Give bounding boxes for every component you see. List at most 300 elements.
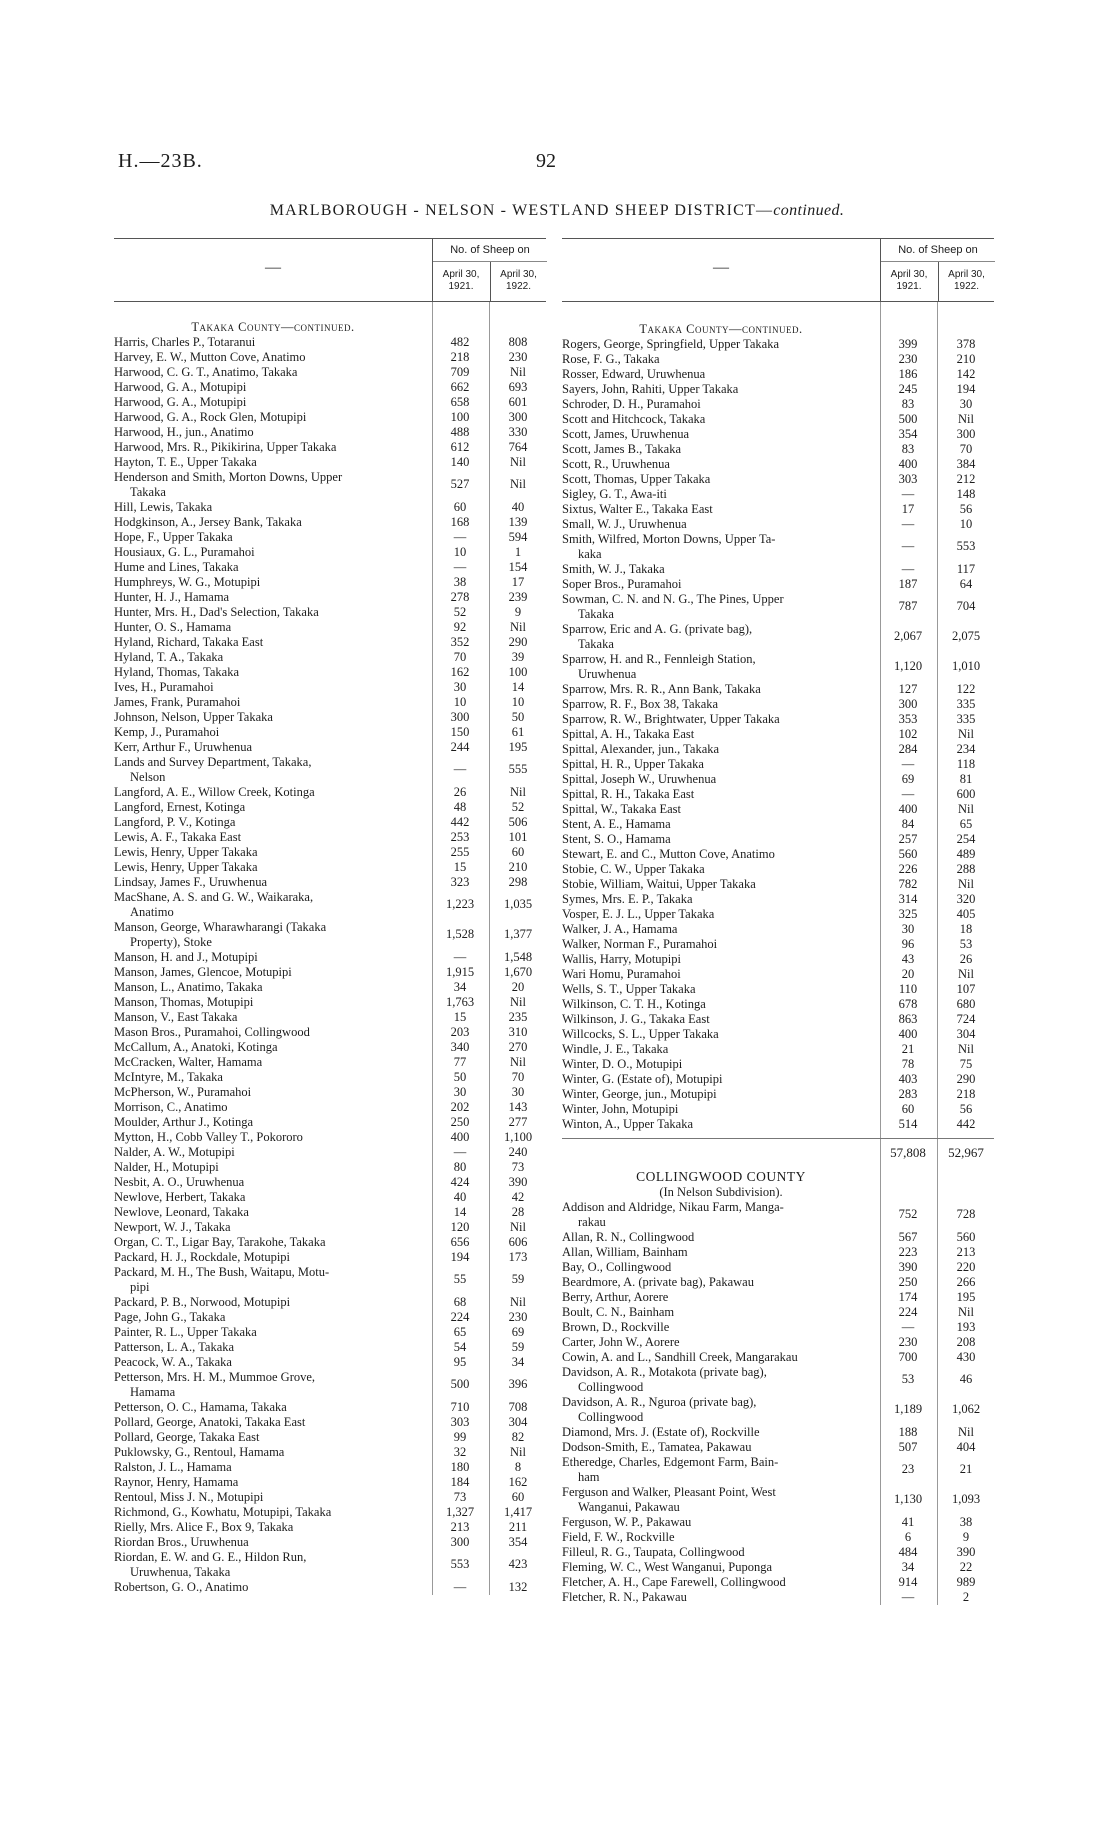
sheep-1921: 500: [450, 1377, 470, 1391]
sheep-1921: 700: [898, 1350, 918, 1364]
sheep-1921: 1,327: [445, 1505, 475, 1519]
table-row: [562, 817, 994, 832]
table-row: [114, 530, 546, 545]
owner-name: Sparrow, H. and R., Fennleigh Station,: [562, 652, 756, 666]
sheep-1921: 15: [453, 860, 467, 874]
owner-name: Scott and Hitchcock, Takaka: [562, 412, 706, 426]
owner-cell: [114, 515, 432, 530]
owner-cell: [562, 1485, 880, 1515]
table-row: [114, 1445, 546, 1460]
sheep-1922: 600: [956, 787, 976, 801]
sheep-1922: 100: [508, 665, 528, 679]
sheep-1921: 1,130: [893, 1492, 923, 1506]
table-row: [114, 620, 546, 635]
owner-cell: [562, 937, 880, 952]
sheep-1922: 304: [508, 1415, 528, 1429]
owner-name: Lewis, A. F., Takaka East: [114, 830, 242, 844]
sheep-1921: 303: [898, 472, 918, 486]
owner-cell: [562, 1515, 880, 1530]
owner-name: Symes, Mrs. E. P., Takaka: [562, 892, 693, 906]
sheep-1921: 244: [450, 740, 470, 754]
owner-cell: [114, 995, 432, 1010]
table-row: [114, 785, 546, 800]
owner-cell: [562, 622, 880, 652]
table-row: [114, 1580, 546, 1595]
sheep-1921: 300: [450, 710, 470, 724]
table-row: [562, 1245, 994, 1260]
table-row: [562, 457, 994, 472]
table-row: [562, 1012, 994, 1027]
sheep-1921: 83: [901, 442, 915, 456]
owner-name: Sixtus, Walter E., Takaka East: [562, 502, 713, 516]
owner-name: Wilkinson, C. T. H., Kotinga: [562, 997, 706, 1011]
owner-name: McCracken, Walter, Hamama: [114, 1055, 263, 1069]
sheep-1921: 40: [453, 1190, 467, 1204]
owner-cell: [114, 845, 432, 860]
owner-cell: [114, 620, 432, 635]
sheep-1921: 400: [898, 802, 918, 816]
table-row: [114, 1355, 546, 1370]
sheep-1921: 60: [901, 1102, 915, 1116]
owner-cell: [562, 562, 880, 577]
table-row: [562, 862, 994, 877]
owner-cell: [114, 425, 432, 440]
sheep-1922: 59: [511, 1340, 525, 1354]
sheep-1922: 1,417: [503, 1505, 533, 1519]
sheep-1921: 527: [450, 477, 470, 491]
owner-cell: [562, 712, 880, 727]
table-row: [562, 472, 994, 487]
owner-name: Johnson, Nelson, Upper Takaka: [114, 710, 273, 724]
owner-name-cont: rakau: [578, 1215, 606, 1229]
title-continued: continued.: [773, 202, 845, 219]
sheep-1922: 989: [956, 1575, 976, 1589]
sheep-1921: 30: [453, 1085, 467, 1099]
owner-name: Organ, C. T., Ligar Bay, Tarakohe, Takaka: [114, 1235, 326, 1249]
owner-name: Packard, P. B., Norwood, Motupipi: [114, 1295, 291, 1309]
owner-cell: [562, 1200, 880, 1230]
owner-cell: [114, 440, 432, 455]
table-row: [562, 997, 994, 1012]
owner-name: Harwood, G. A., Motupipi: [114, 380, 247, 394]
sheep-1922: 708: [508, 1400, 528, 1414]
owner-cell: [114, 1070, 432, 1085]
sheep-1922: 18: [959, 922, 973, 936]
sheep-1922: 107: [956, 982, 976, 996]
owner-name: Beardmore, A. (private bag), Pakawau: [562, 1275, 754, 1289]
table-row: [562, 1515, 994, 1530]
sheep-1921: 710: [450, 1400, 470, 1414]
owner-cell: [562, 1365, 880, 1395]
sheep-1921: 283: [898, 1087, 918, 1101]
owner-cell: [562, 922, 880, 937]
sheep-1922: 73: [511, 1160, 525, 1174]
sheep-1922: 310: [508, 1025, 528, 1039]
owner-cell: [114, 530, 432, 545]
header-col-1922: April 30, 1922.: [490, 262, 546, 301]
owner-name: Puklowsky, G., Rentoul, Hamama: [114, 1445, 285, 1459]
table-row: [114, 1235, 546, 1250]
owner-cell: [562, 457, 880, 472]
sheep-1921: 752: [898, 1207, 918, 1221]
sheep-1921: —: [901, 562, 915, 576]
table-row: [114, 455, 546, 470]
table-row: [562, 772, 994, 787]
owner-cell: [562, 787, 880, 802]
table-row: [562, 1087, 994, 1102]
table-row: [562, 1425, 994, 1440]
sheep-1921: 186: [898, 367, 918, 381]
owner-cell: [562, 697, 880, 712]
sheep-1921: 223: [898, 1245, 918, 1259]
table-row: [114, 470, 546, 500]
sheep-1922: 330: [508, 425, 528, 439]
owner-name: Raynor, Henry, Hamama: [114, 1475, 239, 1489]
owner-name: Hunter, Mrs. H., Dad's Selection, Takaka: [114, 605, 319, 619]
table-row: [114, 1415, 546, 1430]
owner-cell: [562, 1575, 880, 1590]
owner-cell: [562, 847, 880, 862]
sheep-1921: 99: [453, 1430, 467, 1444]
sheep-1921: 60: [453, 500, 467, 514]
owner-cell: [114, 1100, 432, 1115]
sheep-1922: 65: [959, 817, 973, 831]
table-row: [562, 982, 994, 997]
sheep-1921: 78: [901, 1057, 915, 1071]
sheep-1921: 38: [453, 575, 467, 589]
table-row: [562, 562, 994, 577]
sheep-1921: —: [901, 487, 915, 501]
sheep-1921: 230: [898, 1335, 918, 1349]
sheep-1921: 1,189: [893, 1402, 923, 1416]
sheep-1922: Nil: [510, 1295, 526, 1309]
sheep-1922: 2: [962, 1590, 970, 1604]
sheep-1921: 284: [898, 742, 918, 756]
page-title: [0, 202, 1114, 220]
sheep-1921: —: [453, 1580, 467, 1594]
header-group-title: No. of Sheep on: [433, 239, 547, 262]
sheep-1921: 48: [453, 800, 467, 814]
table-row: [114, 710, 546, 725]
owner-name: Hope, F., Upper Takaka: [114, 530, 233, 544]
owner-name: Sparrow, R. W., Brightwater, Upper Takaka: [562, 712, 780, 726]
sheep-1921: 202: [450, 1100, 470, 1114]
sheep-1921: 507: [898, 1440, 918, 1454]
owner-cell: [114, 1415, 432, 1430]
table-row: [562, 952, 994, 967]
sheep-1921: 560: [898, 847, 918, 861]
sheep-1922: 423: [508, 1557, 528, 1571]
sheep-1921: 250: [898, 1275, 918, 1289]
table-row: [114, 965, 546, 980]
owner-cell: [114, 1025, 432, 1040]
owner-cell: [562, 1455, 880, 1485]
owner-name-cont: ham: [578, 1470, 600, 1484]
owner-name: Stewart, E. and C., Mutton Cove, Anatimo: [562, 847, 775, 861]
table-row: [114, 575, 546, 590]
sheep-1921: 30: [901, 922, 915, 936]
sheep-1922: 693: [508, 380, 528, 394]
sheep-1922: 1,010: [951, 659, 981, 673]
sheep-1921: 10: [453, 695, 467, 709]
table-row: [114, 1520, 546, 1535]
owner-name: Nalder, H., Motupipi: [114, 1160, 219, 1174]
title-main: MARLBOROUGH - NELSON - WESTLAND SHEEP DISTRICT—: [269, 202, 774, 219]
owner-cell: [114, 1490, 432, 1505]
owner-cell: [114, 1535, 432, 1550]
sheep-1922: 30: [959, 397, 973, 411]
table-row: [114, 365, 546, 380]
left-table-body: [114, 302, 546, 1595]
sheep-1922: 38: [959, 1515, 973, 1529]
owner-name: Newlove, Herbert, Takaka: [114, 1190, 246, 1204]
table-row: [562, 1200, 994, 1230]
sheep-1922: 34: [511, 1355, 525, 1369]
owner-cell: [114, 1460, 432, 1475]
sheep-1922: 70: [511, 1070, 525, 1084]
owner-name: Wallis, Harry, Motupipi: [562, 952, 682, 966]
owner-name: Schroder, D. H., Puramahoi: [562, 397, 701, 411]
owner-cell: [562, 1545, 880, 1560]
table-row: [562, 427, 994, 442]
sheep-1921: 514: [898, 1117, 918, 1131]
sheep-1922: 1,548: [503, 950, 533, 964]
owner-cell: [114, 1550, 432, 1580]
sheep-1922: 594: [508, 530, 528, 544]
sheep-1922: 396: [508, 1377, 528, 1391]
sheep-1922: 218: [956, 1087, 976, 1101]
owner-name: Allan, R. N., Collingwood: [562, 1230, 695, 1244]
sheep-1921: 257: [898, 832, 918, 846]
table-row: [562, 592, 994, 622]
owner-name: Wells, S. T., Upper Takaka: [562, 982, 696, 996]
sheep-1922: 808: [508, 335, 528, 349]
table-row: [114, 995, 546, 1010]
table-row: [562, 367, 994, 382]
sheep-1922: 300: [508, 410, 528, 424]
sheep-1921: 194: [450, 1250, 470, 1264]
sheep-1922: 173: [508, 1250, 528, 1264]
owner-name: Spittal, R. H., Takaka East: [562, 787, 695, 801]
right-column: [562, 238, 994, 1605]
owner-name: Nesbit, A. O., Uruwhenua: [114, 1175, 245, 1189]
table-row: [562, 1485, 994, 1515]
owner-cell: [114, 605, 432, 620]
table-row: [562, 712, 994, 727]
header-dash: —: [265, 259, 281, 276]
sheep-1922: 239: [508, 590, 528, 604]
table-row: [114, 1295, 546, 1310]
owner-cell: [114, 1205, 432, 1220]
owner-name: Davidson, A. R., Motakota (private bag),: [562, 1365, 767, 1379]
owner-name: Willcocks, S. L., Upper Takaka: [562, 1027, 719, 1041]
sheep-1921: 482: [450, 335, 470, 349]
owner-name: Sparrow, Mrs. R. R., Ann Bank, Takaka: [562, 682, 761, 696]
sheep-1921: 41: [901, 1515, 915, 1529]
owner-name: Kerr, Arthur F., Uruwhenua: [114, 740, 253, 754]
sheep-1922: 122: [956, 682, 976, 696]
table-row: [114, 950, 546, 965]
sheep-1921: 303: [450, 1415, 470, 1429]
owner-name: Windle, J. E., Takaka: [562, 1042, 669, 1056]
owner-name: McIntyre, M., Takaka: [114, 1070, 223, 1084]
owner-name: Boult, C. N., Bainham: [562, 1305, 675, 1319]
owner-name: Manson, H. and J., Motupipi: [114, 950, 258, 964]
sheep-1921: 95: [453, 1355, 467, 1369]
sheep-1921: 73: [453, 1490, 467, 1504]
table-row: [114, 545, 546, 560]
owner-cell: [114, 1580, 432, 1595]
owner-name: Henderson and Smith, Morton Downs, Upper: [114, 470, 343, 484]
owner-name: Patterson, L. A., Takaka: [114, 1340, 235, 1354]
owner-cell: [114, 740, 432, 755]
sheep-1921: 245: [898, 382, 918, 396]
owner-name: Spittal, Alexander, jun., Takaka: [562, 742, 720, 756]
owner-cell: [114, 680, 432, 695]
owner-name: Winter, George, jun., Motupipi: [562, 1087, 717, 1101]
owner-cell: [562, 1117, 880, 1132]
owner-name: Packard, H. J., Rockdale, Motupipi: [114, 1250, 291, 1264]
sheep-1921: 484: [898, 1545, 918, 1559]
owner-cell: [562, 382, 880, 397]
owner-name: Allan, William, Bainham: [562, 1245, 688, 1259]
sheep-1922: Nil: [958, 802, 974, 816]
sheep-1921: 300: [450, 1535, 470, 1549]
owner-cell: [562, 472, 880, 487]
sheep-1922: 442: [956, 1117, 976, 1131]
sheep-1922: 69: [511, 1325, 525, 1339]
sheep-1921: 55: [453, 1272, 467, 1286]
sheep-1921: 187: [898, 577, 918, 591]
table-row: [562, 697, 994, 712]
sheep-1921: 278: [450, 590, 470, 604]
owner-cell: [114, 1445, 432, 1460]
header-dash: —: [713, 259, 729, 276]
owner-name: Rielly, Mrs. Alice F., Box 9, Takaka: [114, 1520, 294, 1534]
owner-name: Etheredge, Charles, Edgemont Farm, Bain-: [562, 1455, 779, 1469]
table-row: [114, 1505, 546, 1520]
table-row: [562, 1275, 994, 1290]
owner-cell: [114, 380, 432, 395]
owner-cell: [114, 1430, 432, 1445]
sheep-1921: 184: [450, 1475, 470, 1489]
sheep-1922: 1,100: [503, 1130, 533, 1144]
sheep-1921: 400: [898, 1027, 918, 1041]
owner-name: Sparrow, Eric and A. G. (private bag),: [562, 622, 753, 636]
sheep-1921: 20: [901, 967, 915, 981]
sheep-1921: 914: [898, 1575, 918, 1589]
owner-cell: [562, 1087, 880, 1102]
sheep-1921: 68: [453, 1295, 467, 1309]
table-row: [562, 967, 994, 982]
table-row: [562, 1395, 994, 1425]
sheep-1922: 1,062: [951, 1402, 981, 1416]
table-row: [114, 800, 546, 815]
table-row: [562, 412, 994, 427]
owner-name: Langford, A. E., Willow Creek, Kotinga: [114, 785, 315, 799]
table-row: [114, 1070, 546, 1085]
owner-cell: [562, 757, 880, 772]
sheep-1921: 656: [450, 1235, 470, 1249]
table-row: [114, 695, 546, 710]
table-row: [114, 1265, 546, 1295]
sheep-1922: Nil: [958, 967, 974, 981]
county-total-row: [562, 1138, 994, 1169]
sheep-1922: 17: [511, 575, 525, 589]
sheep-1922: Nil: [510, 1220, 526, 1234]
owner-name-cont: Collingwood: [578, 1380, 644, 1394]
sheep-1922: Nil: [958, 1042, 974, 1056]
owner-name-cont: Wanganui, Pakawau: [578, 1500, 680, 1514]
sheep-1922: 555: [508, 762, 528, 776]
owner-name-cont: kaka: [578, 547, 602, 561]
sheep-1922: 300: [956, 427, 976, 441]
sheep-1922: Nil: [510, 477, 526, 491]
table-row: [562, 727, 994, 742]
sheep-1921: 255: [450, 845, 470, 859]
table-row: [114, 395, 546, 410]
owner-cell: [114, 695, 432, 710]
owner-cell: [562, 1230, 880, 1245]
owner-cell: [562, 1590, 880, 1605]
sheep-1921: —: [453, 950, 467, 964]
owner-name-cont: Anatimo: [130, 905, 174, 919]
sheep-1922: 210: [956, 352, 976, 366]
owner-name: Scott, James, Uruwhenua: [562, 427, 690, 441]
owner-name: Hayton, T. E., Upper Takaka: [114, 455, 257, 469]
sheep-1921: 174: [898, 1290, 918, 1304]
owner-cell: [562, 1027, 880, 1042]
sheep-1922: Nil: [510, 620, 526, 634]
table-row: [114, 1475, 546, 1490]
sheep-1921: 709: [450, 365, 470, 379]
sheep-1921: 17: [901, 502, 915, 516]
sheep-1922: 61: [511, 725, 525, 739]
sheep-1921: 224: [898, 1305, 918, 1319]
owner-cell: [562, 1245, 880, 1260]
owner-cell: [114, 1085, 432, 1100]
owner-name: Harwood, Mrs. R., Pikikirina, Upper Takaka: [114, 440, 337, 454]
owner-cell: [114, 1340, 432, 1355]
sheep-1922: Nil: [510, 1055, 526, 1069]
sheep-1922: 290: [956, 1072, 976, 1086]
sheep-1922: 270: [508, 1040, 528, 1054]
left-column: [114, 238, 546, 1595]
sheep-1922: Nil: [958, 727, 974, 741]
owner-name: Cowin, A. and L., Sandhill Creek, Mangarakau: [562, 1350, 798, 1364]
owner-cell: [114, 1055, 432, 1070]
sheep-1922: 139: [508, 515, 528, 529]
sheep-1922: 10: [959, 517, 973, 531]
owner-cell: [562, 1260, 880, 1275]
sheep-1921: 782: [898, 877, 918, 891]
table-row: [562, 1590, 994, 1605]
table-row: [114, 1220, 546, 1235]
table-row: [562, 1072, 994, 1087]
owner-name: Ferguson, W. P., Pakawau: [562, 1515, 692, 1529]
table-row: [562, 892, 994, 907]
owner-cell: [562, 1305, 880, 1320]
sheep-1921: 32: [453, 1445, 467, 1459]
owner-name-cont: Property), Stoke: [130, 935, 212, 949]
sheep-1922: 1: [514, 545, 522, 559]
owner-name: Page, John G., Takaka: [114, 1310, 226, 1324]
table-row: [114, 380, 546, 395]
table-row: [114, 335, 546, 350]
table-row: [114, 350, 546, 365]
sheep-1921: —: [901, 1590, 915, 1604]
owner-cell: [114, 470, 432, 500]
